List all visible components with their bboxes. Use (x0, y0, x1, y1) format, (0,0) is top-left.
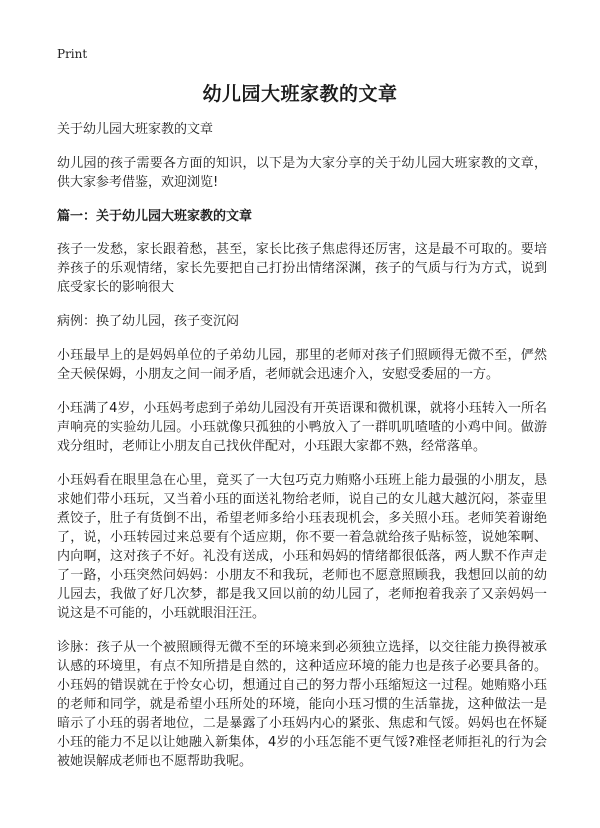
paragraph: 小珏最早上的是妈妈单位的子弟幼儿园，那里的老师对孩子们照顾得无微不至，俨然全天候保姆，小朋友之间一闹矛盾，老师就会迅速介入，安慰受委屈的一方。 (57, 348, 547, 382)
paragraph: 小珏满了4岁，小珏妈考虑到子弟幼儿园没有开英语课和微机课，就将小珏转入一所名声响亮的实验幼儿园。小珏就像只孤独的小鸭放入了一群叽叽喳喳的小鸡中间。做游戏分组时，老师让小朋友自己找伙伴配对，小珏跟大家都不熟，经常落单。 (57, 401, 547, 454)
page-title: 幼儿园大班家教的文章 (202, 83, 398, 105)
paragraph: 病例：换了幼儿园，孩子变沉闷 (57, 314, 240, 329)
print-link[interactable]: Print (57, 47, 88, 61)
paragraph: 小珏妈看在眼里急在心里，竟买了一大包巧克力贿赂小珏班上能力最强的小朋友，恳求她们带小珏玩，又当着小珏的面送礼物给老师，说自己的女儿越大越沉闷，茶壶里煮饺子，肚子有货倒不出，希望老师多给小珏表现机会，多关照小珏。老师笑着谢绝了，说，小珏转园过来总要有个适应期，你不要一着急就给孩子贴标签，说她笨啊、内向啊，这对孩子不好。礼没有送成，小珏和妈妈的情绪都很低落，两人默不作声走了一路，小珏突然问妈妈：小朋友不和我玩，老师也不愿意照顾我，我想回以前的幼儿园去，我做了好几次梦，都是我又回以前的幼儿园了，老师抱着我亲了又亲妈妈一说这是不可能的，小珏就眼泪汪汪。 (57, 473, 547, 621)
paragraph: 诊脉：孩子从一个被照顾得无微不至的环境来到必须独立选择，以交往能力换得被承认感的环境里，有点不知所措是自然的，这种适应环境的能力也是孩子必要具备的。小珏妈的错误就在于怜女心切，想通过自己的努力帮小珏缩短这一过程。她贿赂小珏的老师和同学，就是希望小珏所处的环境，能向小珏习惯的生活靠拢，这种做法一是暗示了小珏的弱者地位，二是暴露了小珏妈内心的紧张、焦虑和气馁。妈妈也在怀疑小珏的能力不足以让她融入新集体，4岁的小珏怎能不更气馁?难怪老师拒礼的行为会被她误解成老师也不愿帮助我呢。 (57, 640, 547, 769)
article-body (57, 120, 547, 771)
intro-paragraph: 幼儿园的孩子需要各方面的知识，以下是为大家分享的关于幼儿园大班家教的文章，供大家参考借鉴，欢迎浏览! (57, 156, 547, 190)
section-heading: 篇一：关于幼儿园大班家教的文章 (57, 209, 253, 224)
article-subtitle: 关于幼儿园大班家教的文章 (57, 122, 214, 137)
paragraph: 孩子一发愁，家长跟着愁，甚至，家长比孩子焦虑得还厉害，这是最不可取的。要培养孩子的乐观情绪，家长先要把自己打扮出情绪深渊，孩子的气质与行为方式，说到底受家长的影响很大 (57, 242, 547, 295)
